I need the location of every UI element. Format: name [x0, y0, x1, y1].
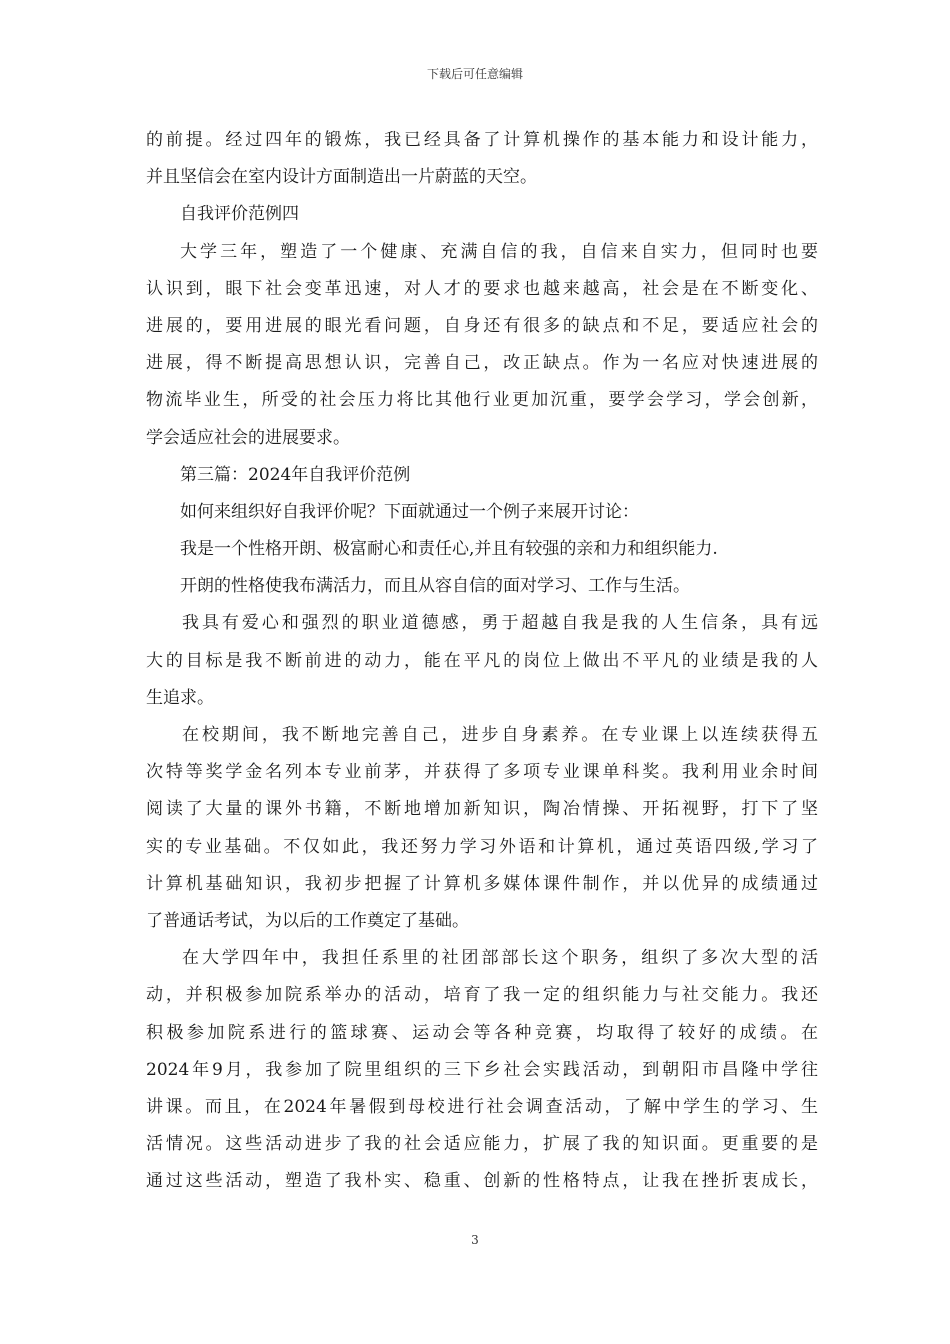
section-heading: 自我评价范例四 — [180, 204, 299, 225]
document-body — [146, 122, 818, 1200]
text-line: 生追求。 — [146, 687, 214, 708]
text-line: 的前提。经过四年的锻炼，我已经具备了计算机操作的基本能力和设计能力， — [146, 130, 818, 150]
text-line: 学会适应社会的进展要求。 — [146, 427, 350, 448]
text-line: 进展，得不断提高思想认识，完善自己，改正缺点。作为一名应对快速进展的 — [146, 353, 818, 374]
text-line: 次特等奖学金名列本专业前茅，并获得了多项专业课单科奖。我利用业余时间 — [146, 762, 818, 783]
page-number: 3 — [471, 1233, 479, 1247]
text-line: 阅读了大量的课外书籍，不断地增加新知识，陶冶情操、开拓视野，打下了坚 — [146, 799, 818, 820]
section-heading: 第三篇：2024年自我评价范例 — [180, 464, 411, 485]
text-line: 开朗的性格使我布满活力，而且从容自信的面对学习、工作与生活。 — [180, 576, 690, 597]
text-line: 讲课。而且，在2024年暑假到母校进行社会调查活动，了解中学生的学习、生 — [146, 1096, 818, 1117]
text-line: 在大学四年中，我担任系里的社团部部长这个职务，组织了多次大型的活 — [182, 948, 818, 969]
text-line: 积极参加院系进行的篮球赛、运动会等各种竞赛，均取得了较好的成绩。在 — [146, 1022, 818, 1043]
page-header: 下载后可任意编辑 — [426, 67, 523, 81]
text-line: 通过这些活动，塑造了我朴实、稳重、创新的性格特点，让我在挫折衷成长， — [146, 1171, 818, 1192]
text-line: 了普通话考试，为以后的工作奠定了基础。 — [146, 910, 469, 931]
text-line: 大学三年，塑造了一个健康、充满自信的我，自信来自实力，但同时也要 — [180, 241, 818, 262]
text-line: 计算机基础知识，我初步把握了计算机多媒体课件制作，并以优异的成绩通过 — [146, 873, 818, 894]
text-line: 如何来组织好自我评价呢？下面就通过一个例子来展开讨论： — [180, 501, 639, 522]
text-line: 动，并积极参加院系举办的活动，培育了我一定的组织能力与社交能力。我还 — [146, 985, 818, 1006]
text-line: 认识到，眼下社会变革迅速，对人才的要求也越来越高，社会是在不断变化、 — [146, 278, 818, 299]
text-line: 活情况。这些活动进步了我的社会适应能力，扩展了我的知识面。更重要的是 — [146, 1134, 818, 1155]
text-line: 在校期间，我不断地完善自己，进步自身素养。在专业课上以连续获得五 — [182, 725, 818, 745]
text-line: 我具有爱心和强烈的职业道德感，勇于超越自我是我的人生信条，具有远 — [182, 613, 818, 634]
text-line: 物流毕业生，所受的社会压力将比其他行业更加沉重，要学会学习，学会创新， — [146, 390, 818, 411]
text-line: 我是一个性格开朗、极富耐心和责任心,并且有较强的亲和力和组织能力. — [180, 539, 718, 560]
text-line: 大的目标是我不断前进的动力，能在平凡的岗位上做出不平凡的业绩是我的人 — [146, 650, 818, 671]
text-line: 进展的，要用进展的眼光看问题，自身还有很多的缺点和不足，要适应社会的 — [146, 315, 818, 336]
text-line: 实的专业基础。不仅如此，我还努力学习外语和计算机，通过英语四级,学习了 — [146, 836, 818, 857]
text-line: 并且坚信会在室内设计方面制造出一片蔚蓝的天空。 — [146, 167, 537, 188]
text-line: 2024年9月，我参加了院里组织的三下乡社会实践活动，到朝阳市昌隆中学往 — [146, 1059, 818, 1080]
